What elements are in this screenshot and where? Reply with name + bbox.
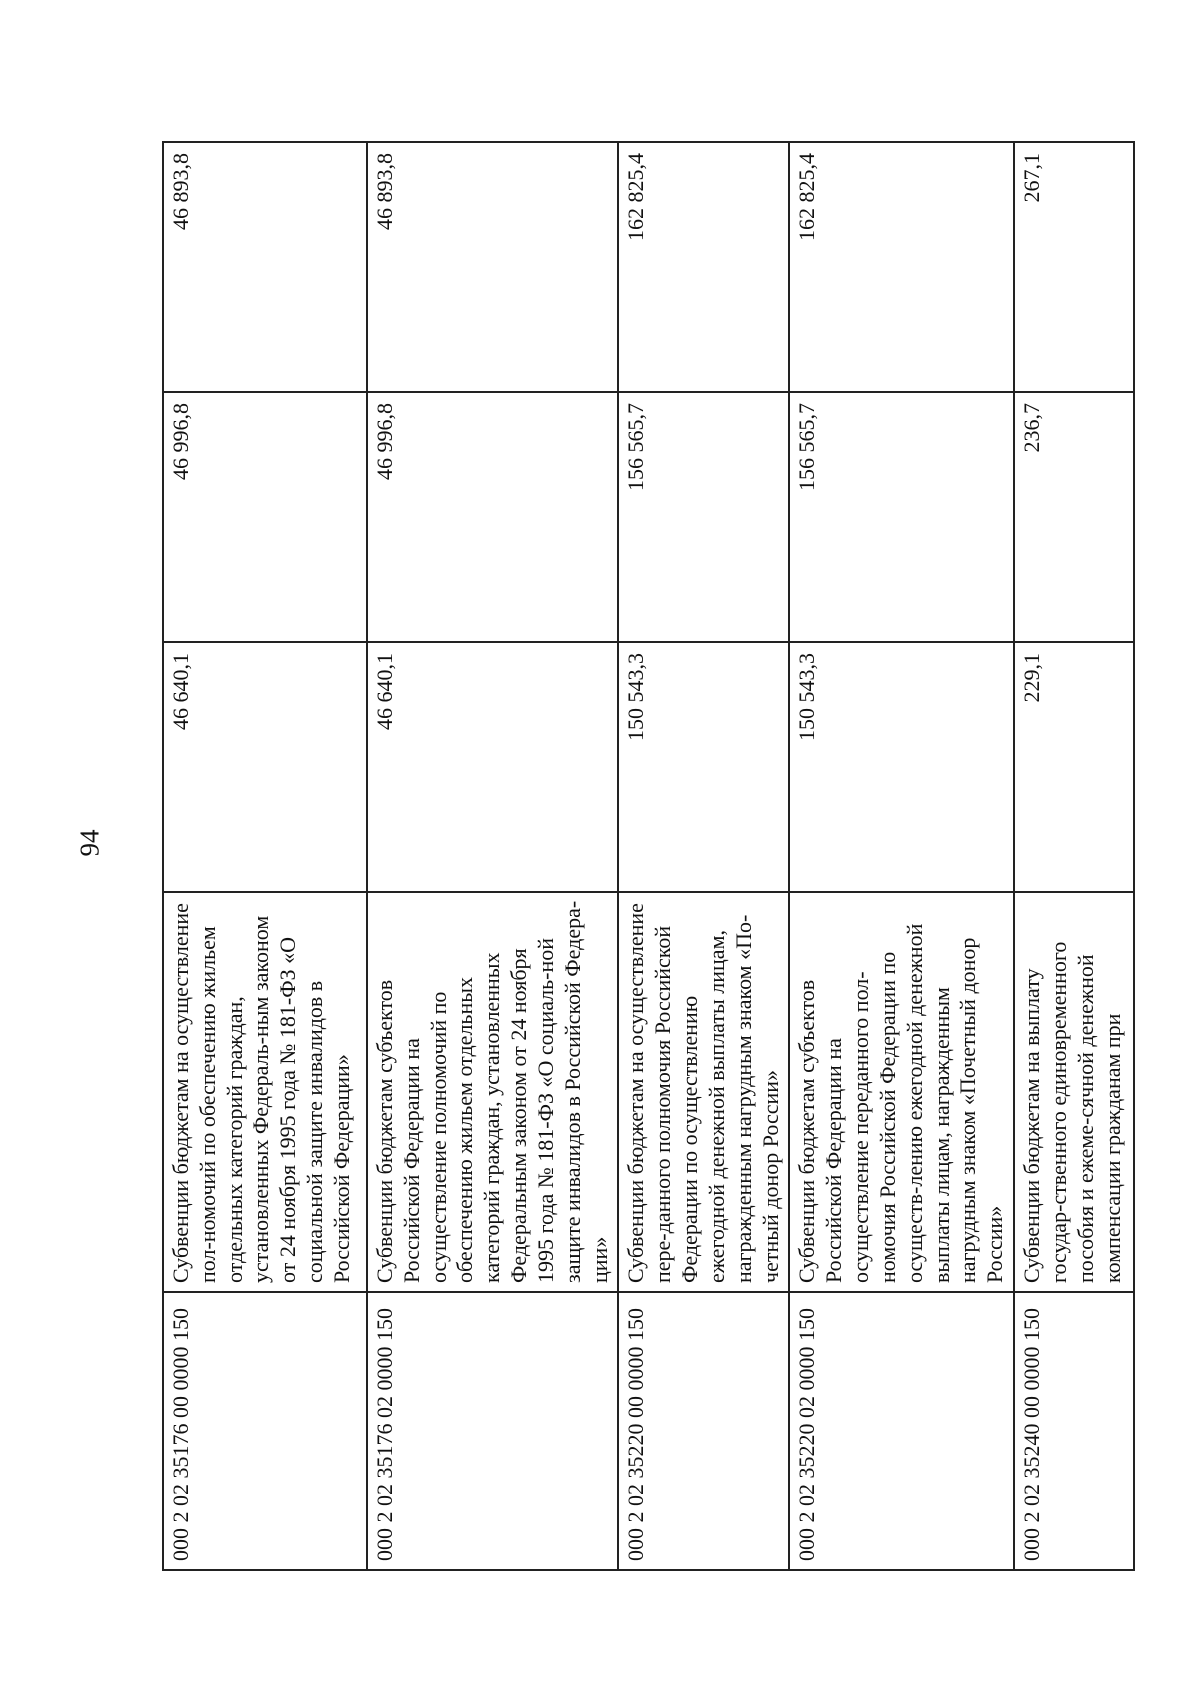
value-cell-2: 156 565,7 [618, 392, 789, 642]
value-cell-3: 162 825,4 [618, 142, 789, 392]
value-cell-3: 46 893,8 [163, 142, 367, 392]
value-cell-3: 267,1 [1014, 142, 1134, 392]
table-row [367, 142, 618, 1570]
budget-code-cell: 000 2 02 35240 00 0000 150 [1014, 1292, 1134, 1570]
budget-code-cell: 000 2 02 35220 00 0000 150 [618, 1292, 789, 1570]
value-cell-2: 236,7 [1014, 392, 1134, 642]
table-row [1014, 142, 1134, 1570]
description-cell: Субвенции бюджетам на осуществление пол-номочий по обеспечению жильем отдельных категорий граждан, установленных Федераль-ным законом от 24 ноября 1995 года № 181-ФЗ «О социальной защите инвалидов в Российской Федерации» [163, 892, 367, 1292]
value-cell-1: 46 640,1 [367, 642, 618, 892]
table-row [618, 142, 789, 1570]
value-cell-3: 46 893,8 [367, 142, 618, 392]
value-cell-1: 229,1 [1014, 642, 1134, 892]
budget-code-cell: 000 2 02 35220 02 0000 150 [789, 1292, 1014, 1570]
value-cell-2: 46 996,8 [367, 392, 618, 642]
description-cell: Субвенции бюджетам субъектов Российской Федерации на осуществление переданного пол-номочия Российской Федерации по осуществ-лению ежегодной денежной выплаты лицам, награжденным нагрудным знаком «Почетный донор России» [789, 892, 1014, 1292]
value-cell-3: 162 825,4 [789, 142, 1014, 392]
value-cell-2: 156 565,7 [789, 392, 1014, 642]
description-cell: Субвенции бюджетам на осуществление пере-данного полномочия Российской Федерации по осуществлению ежегодной денежной выплаты лицам, награжденным нагрудным знаком «По-четный донор России» [618, 892, 789, 1292]
value-cell-1: 150 543,3 [789, 642, 1014, 892]
table-row [789, 142, 1014, 1570]
table-row [163, 142, 367, 1570]
description-cell: Субвенции бюджетам на выплату государ-ственного единовременного пособия и ежеме-сячной денежной компенсации гражданам при [1014, 892, 1134, 1292]
budget-table-container [162, 143, 1125, 1571]
value-cell-1: 46 640,1 [163, 642, 367, 892]
description-cell: Субвенции бюджетам субъектов Российской Федерации на осуществление полномочий по обеспечению жильем отдельных категорий граждан, установленных Федеральным законом от 24 ноября 1995 года № 181-ФЗ «О социаль-ной защите инвалидов в Российской Федера-ции» [367, 892, 618, 1292]
value-cell-1: 150 543,3 [618, 642, 789, 892]
page-number: 94 [74, 829, 105, 857]
budget-table [162, 141, 1135, 1571]
budget-code-cell: 000 2 02 35176 02 0000 150 [367, 1292, 618, 1570]
value-cell-2: 46 996,8 [163, 392, 367, 642]
budget-code-cell: 000 2 02 35176 00 0000 150 [163, 1292, 367, 1570]
